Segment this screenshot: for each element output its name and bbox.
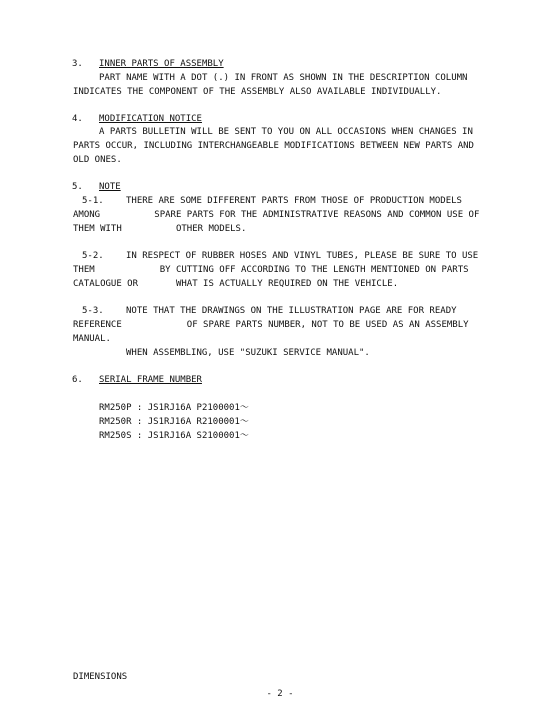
section-4-number: 4.	[72, 114, 83, 124]
section-3-number: 3.	[72, 59, 83, 69]
note-5-2-line-3: CATALOGUE OR WHAT IS ACTUALLY REQUIRED ON THE VEHICLE.	[73, 279, 399, 289]
serial-row-2: RM250R : JS1RJ16A R2100001～	[99, 417, 249, 427]
note-5-1-line-1: THERE ARE SOME DIFFERENT PARTS FROM THOSE OF PRODUCTION MODELS	[126, 196, 462, 206]
section-5-heading: NOTE	[99, 182, 121, 192]
section-4-line-2: PARTS OCCUR, INCLUDING INTERCHANGEABLE MODIFICATIONS BETWEEN NEW PARTS AND	[73, 141, 474, 151]
section-6-number: 6.	[72, 375, 83, 385]
page-number: - 2 -	[266, 689, 294, 699]
note-5-3-line-1: NOTE THAT THE DRAWINGS ON THE ILLUSTRATION PAGE ARE FOR READY	[126, 306, 457, 316]
section-4-heading: MODIFICATION NOTICE	[99, 114, 202, 124]
note-5-2-label: 5-2.	[82, 251, 104, 261]
section-5-number: 5.	[72, 182, 83, 192]
serial-row-1: RM250P : JS1RJ16A P2100001～	[99, 403, 249, 413]
serial-row-3: RM250S : JS1RJ16A S2100001～	[99, 431, 249, 441]
section-6-heading: SERIAL FRAME NUMBER	[99, 375, 202, 385]
section-4-line-3: OLD ONES.	[73, 155, 122, 165]
section-3-line-2: INDICATES THE COMPONENT OF THE ASSEMBLY ALSO AVAILABLE INDIVIDUALLY.	[73, 87, 442, 97]
footer-label: DIMENSIONS	[73, 672, 128, 682]
section-3-line-1: PART NAME WITH A DOT (.) IN FRONT AS SHOWN IN THE DESCRIPTION COLUMN	[99, 73, 468, 83]
note-5-1-line-2: AMONG SPARE PARTS FOR THE ADMINISTRATIVE REASONS AND COMMON USE OF	[73, 210, 480, 220]
note-5-3-line-2: REFERENCE OF SPARE PARTS NUMBER, NOT TO BE USED AS AN ASSEMBLY	[73, 320, 469, 330]
section-4-line-1: A PARTS BULLETIN WILL BE SENT TO YOU ON ALL OCCASIONS WHEN CHANGES IN	[99, 127, 473, 137]
note-5-2-line-2: THEM BY CUTTING OFF ACCORDING TO THE LENGTH MENTIONED ON PARTS	[73, 265, 469, 275]
note-5-1-line-3: THEM WITH OTHER MODELS.	[73, 224, 247, 234]
note-5-2-line-1: IN RESPECT OF RUBBER HOSES AND VINYL TUBES, PLEASE BE SURE TO USE	[126, 251, 479, 261]
note-5-3-line-4: WHEN ASSEMBLING, USE "SUZUKI SERVICE MANUAL".	[126, 348, 370, 358]
note-5-1-label: 5-1.	[82, 196, 104, 206]
section-3-heading: INNER PARTS OF ASSEMBLY	[99, 59, 224, 69]
note-5-3-label: 5-3.	[82, 306, 104, 316]
note-5-3-line-3: MANUAL.	[73, 334, 111, 344]
